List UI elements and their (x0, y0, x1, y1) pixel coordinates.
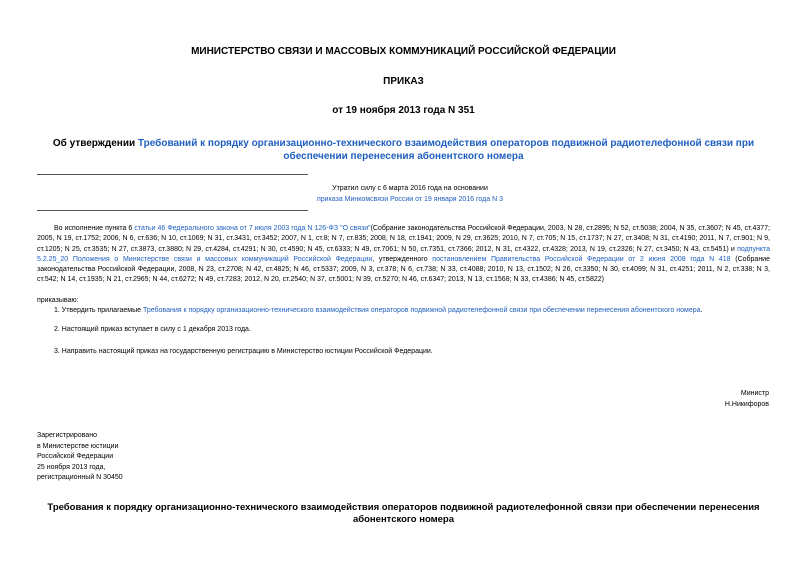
requirements-link[interactable]: Требования к порядку организационно-технического взаимодействия операторов подвижной радиотелефонной связи при обеспечении перенесения абонентского номера (142, 307, 701, 314)
regulation-link[interactable]: подпункта 5.2.25_20 Положения о Министерстве связи и массовых коммуникаций Российской Федерации (37, 245, 770, 263)
signatory-position: Министр (740, 390, 769, 397)
title-prefix: Об утверждении (52, 138, 138, 149)
intro-paragraph (37, 224, 770, 286)
order-item-3: 3. Направить настоящий приказ на государственную регистрацию в Министерство юстиции Российской Федерации. (54, 348, 433, 355)
intro-text: (Собрание законодательства Российской Федерации, 2003, N 28, ст.2895; N 52, ст.5038; 2004, N 35, ст.3607; N 45, ст.4377; 2005, N 19, ст.1752; 2006, N 6, ст.636; N 10, ст.1069; N 31, ст.3431, ст.3452; 2007, N 1, ст.8; N 7, ст.835; 2008, N 18, ст.1941; 2009, N 29, ст.3625; 2010, N 7, ст.705; N 15, ст.1737; N 27, ст.3408; N 31, ст.4190; 2011, N 7, ст.901; N 9, ст.1205; N 25, ст.3535; N 27, ст.3873, ст.3880; N 29, ст.4284, ст.4291; N 30, ст.4590; N 45, ст.6333; N 49, ст.7061; N 50, ст.7351, ст.7366; 2012, N 31, ст.4322, ст.4328; 2013, N 19, ст.2326; N 27, ст.3450; N 43, ст.5451) и (37, 225, 770, 253)
signature-block (725, 389, 769, 410)
ministry-heading: МИНИСТЕРСТВО СВЯЗИ И МАССОВЫХ КОММУНИКАЦИЙ РОССИЙСКОЙ ФЕДЕРАЦИИ (191, 46, 616, 57)
status-note (270, 184, 550, 205)
status-link[interactable]: приказа Минкомсвязи России от 19 января 2016 года N 3 (317, 195, 503, 203)
order-title (40, 137, 767, 163)
registration-line: Зарегистрировано (37, 432, 97, 439)
divider-bottom (37, 210, 308, 211)
divider-top (37, 174, 308, 175)
item-text: 1. Утвердить прилагаемые (54, 307, 143, 314)
signatory-name: Н.Никифоров (724, 400, 769, 408)
ordered-label: приказываю: (37, 297, 79, 304)
law-link[interactable]: статьи 46 Федерального закона от 7 июля 2003 года N 126-ФЗ "О связи" (134, 225, 371, 232)
intro-text: , утвержденного (372, 255, 433, 263)
registration-line: 25 ноября 2013 года, (37, 463, 106, 471)
intro-text: Во исполнение пункта 6 (54, 225, 135, 232)
status-line: Утратил силу с 6 марта 2016 года на основании (332, 185, 488, 192)
order-date-number: от 19 ноября 2013 года N 351 (332, 105, 475, 116)
order-item-1 (54, 306, 770, 316)
order-item-2: 2. Настоящий приказ вступает в силу с 1 декабря 2013 года. (54, 326, 251, 333)
document-type: ПРИКАЗ (383, 76, 424, 87)
registration-line: Российской Федерации (37, 453, 114, 460)
registration-line: в Министерстве юстиции (37, 442, 119, 450)
requirements-title: Требования к порядку организационно-технического взаимодействия операторов подвижной радиотелефонной связи при обеспечении перенесения абонентского номера (47, 502, 760, 525)
intro-text: (Собрание законодательства Российской Федерации, 2008, N 23, ст.2708; N 42, ст.4825; N 46, ст.5337; 2009, N 3, ст.378; N 6, ст.738; N 33, ст.4088; 2010, N 13, ст.1502; N 26, ст.3350; N 30, ст.4099; N 31, ст.4251; 2011, N 2, ст.338; N 3, ст.542; N 14, ст.1935; N 21, ст.2965; N 44, ст.6272; N 49, ст.7283; 2012, N 20, ст.2540; N 37, ст.5001; N 39, ст.5270; N 46, ст.6347; 2013, N 13, ст.1568; N 33, ст.4386; N 45, ст.5822) (37, 255, 770, 284)
government-decree-link[interactable]: постановлением Правительства Российской Федерации от 2 июня 2008 года N 418 (432, 255, 731, 263)
title-link[interactable]: Требований к порядку организационно-технического взаимодействия операторов подвижной радиотелефонной связи при обеспечении перенесения абонентского номера (137, 138, 755, 162)
registration-line: регистрационный N 30450 (37, 474, 123, 481)
registration-block (37, 431, 123, 484)
item-text: . (700, 307, 703, 314)
